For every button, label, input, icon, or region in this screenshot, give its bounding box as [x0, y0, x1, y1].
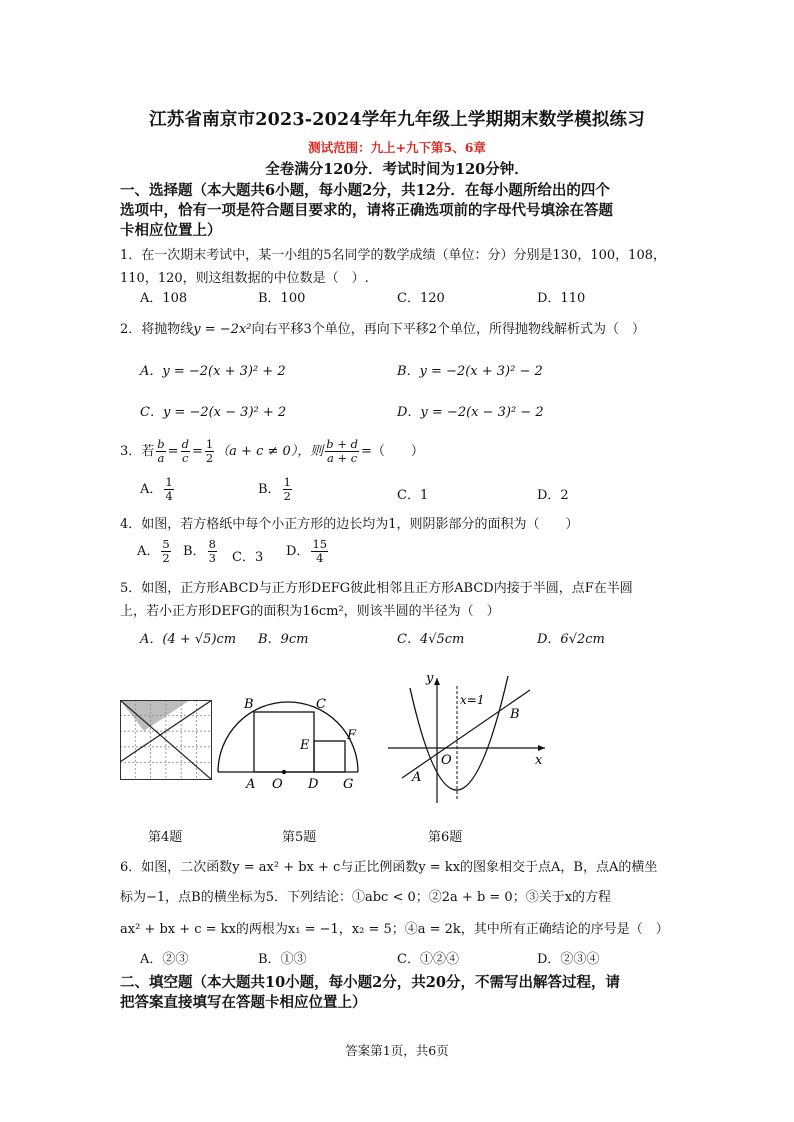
- q1-option-c[interactable]: C．120: [397, 291, 445, 306]
- q5-line1: 5．如图，正方形ABCD与正方形DEFG彼此相邻且正方形ABCD内接于半圆，点F在半圆: [120, 581, 633, 596]
- section2-heading: 二、填空题（本大题共10小题，每小题2分，共20分，不需写出解答过程，请 把答案直接填写在答题卡相应位置上）: [120, 974, 620, 1011]
- svg-text:O: O: [272, 777, 283, 792]
- svg-text:x=1: x=1: [460, 693, 485, 707]
- q3-stem: 3．若 $\frac{b}{a}$ = $\frac{d}{c}$ = $\frac{1}{2}$ （a + c ≠ 0），则 $\frac{b + d}{a + c}$ =（ ）: [120, 437, 424, 465]
- q6-option-b[interactable]: B．①③: [258, 952, 307, 967]
- q3-option-d[interactable]: D．2: [537, 488, 569, 503]
- page-footer: 答案第1页，共6页: [345, 1043, 449, 1058]
- q1-line1: 1．在一次期末考试中，某一小组的5名同学的数学成绩（单位：分）分别是130，100，108，: [120, 248, 666, 263]
- q1-line2: 110，120，则这组数据的中位数是（ ）.: [120, 271, 369, 286]
- q6-line2: 标为−1，点B的横坐标为5．下列结论：①abc < 0；②2a + b = 0；③关于x的方程: [120, 890, 612, 905]
- q5-option-d[interactable]: D．6√2cm: [537, 632, 605, 647]
- q3-fraction-d-over-c: $\frac{d}{c}$: [181, 437, 189, 465]
- q6-option-d[interactable]: D．②③④: [537, 952, 600, 967]
- figure-6-caption: 第6题: [428, 830, 463, 845]
- svg-text:A: A: [412, 770, 422, 785]
- q5-option-a[interactable]: A．(4 + √5)cm: [140, 632, 237, 647]
- q6-option-a[interactable]: A．②③: [140, 952, 189, 967]
- q3-fraction-b-over-a: $\frac{b}{a}$: [157, 437, 165, 465]
- svg-text:D: D: [308, 777, 319, 792]
- q3-option-a[interactable]: A． $\frac{1}{4}$: [140, 475, 173, 503]
- q3-fraction-target: $\frac{b + d}{a + c}$: [326, 437, 358, 465]
- q1-option-a[interactable]: A．108: [140, 291, 188, 306]
- svg-text:x: x: [535, 753, 543, 768]
- figure-6-graph: [380, 668, 555, 808]
- q2-option-c[interactable]: C．y = −2(x − 3)² + 2: [140, 405, 287, 420]
- q4-option-c[interactable]: C．3: [232, 550, 264, 565]
- q5-option-c[interactable]: C．4√5cm: [397, 632, 465, 647]
- q4-option-a[interactable]: A． $\frac{5}{2}$: [137, 537, 170, 565]
- svg-text:F: F: [347, 728, 357, 743]
- svg-text:B: B: [510, 707, 520, 722]
- svg-text:O: O: [441, 753, 452, 768]
- page-title: 江苏省南京市2023-2024学年九年级上学期期末数学模拟练习: [149, 110, 645, 130]
- q3-option-c[interactable]: C．1: [397, 488, 429, 503]
- q2-stem: 2．将抛物线y = −2x²向右平移3个单位，再向下平移2个单位，所得抛物线解析式为（ ）: [120, 322, 646, 337]
- q2-option-d[interactable]: D．y = −2(x − 3)² − 2: [397, 405, 544, 420]
- figure-4-grid: [120, 700, 212, 780]
- q3-option-b[interactable]: B． $\frac{1}{2}$: [258, 475, 291, 503]
- q4-option-d[interactable]: D． $\frac{15}{4}$: [286, 537, 328, 565]
- full-marks-note: 全卷满分120分．考试时间为120分钟．: [265, 161, 529, 178]
- q4-option-b[interactable]: B． $\frac{8}{3}$: [183, 537, 216, 565]
- svg-text:G: G: [343, 777, 354, 792]
- q1-option-d[interactable]: D．110: [537, 291, 586, 306]
- q2-expression: y = −2x²: [193, 322, 252, 337]
- fig4-shaded-region: [120, 700, 190, 731]
- svg-text:A: A: [246, 777, 256, 792]
- q4-stem: 4．如图，若方格纸中每个小正方形的边长均为1，则阴影部分的面积为（ ）: [120, 517, 579, 532]
- q6-line1: 6．如图，二次函数y = ax² + bx + c与正比例函数y = kx的图象相交于点A，B，点A的横坐: [120, 860, 658, 875]
- q6-option-c[interactable]: C．①②④: [397, 952, 459, 967]
- figure-5-semicircle: [206, 692, 366, 792]
- q2-option-a[interactable]: A．y = −2(x + 3)² + 2: [140, 364, 286, 379]
- svg-text:E: E: [300, 738, 310, 753]
- section1-heading: 一、选择题（本大题共6小题，每小题2分，共12分．在每小题所给出的四个 选项中，恰有一项是符合题目要求的，请将正确选项前的字母代号填涂在答题 卡相应位置上）: [120, 182, 613, 239]
- test-scope: 测试范围：九上+九下第5、6章: [308, 140, 486, 155]
- figure-4-caption: 第4题: [148, 830, 183, 845]
- q2-option-b[interactable]: B．y = −2(x + 3)² − 2: [397, 364, 543, 379]
- q6-line3: ax² + bx + c = kx的两根为x₁ = −1，x₂ = 5；④a = 2k，其中所有正确结论的序号是（ ）: [120, 922, 669, 937]
- svg-text:B: B: [244, 697, 254, 712]
- svg-text:y: y: [426, 671, 434, 686]
- q5-option-b[interactable]: B．9cm: [258, 632, 309, 647]
- q1-option-b[interactable]: B．100: [258, 291, 306, 306]
- q3-fraction-half: $\frac{1}{2}$: [205, 437, 214, 465]
- q5-line2: 上，若小正方形DEFG的面积为16cm²，则该半圆的半径为（ ）: [120, 604, 500, 619]
- figure-5-caption: 第5题: [282, 830, 317, 845]
- svg-text:C: C: [316, 697, 326, 712]
